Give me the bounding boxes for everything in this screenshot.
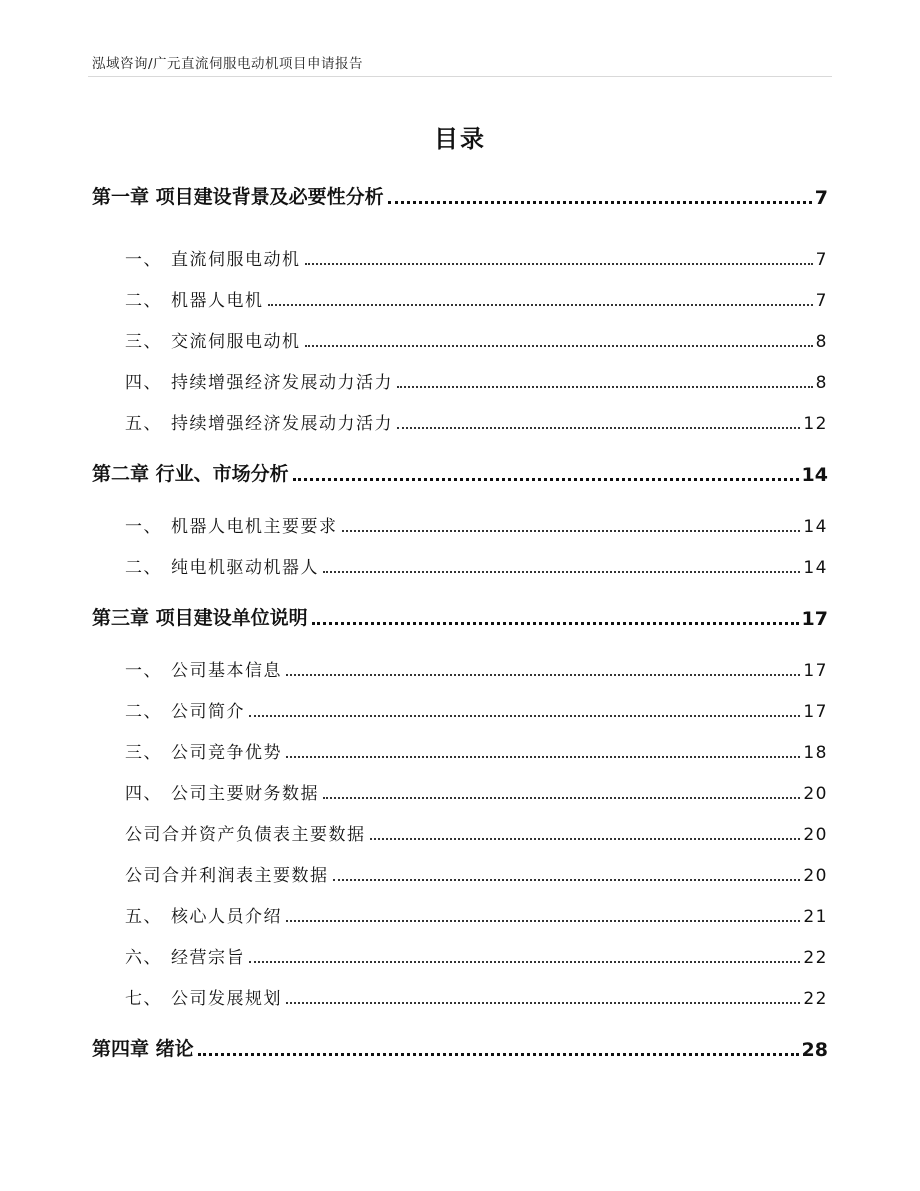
toc-entry-label: 第四章 绪论 [92, 1038, 194, 1060]
toc-entry-number: 五、 [125, 414, 162, 434]
toc-entry-label: 交流伺服电动机 [171, 332, 301, 352]
toc-entry-page: 18 [803, 743, 828, 763]
toc-entry-label: 持续增强经济发展动力活力 [171, 373, 393, 393]
toc-entry-section[interactable] [125, 409, 828, 434]
dot-leader [286, 920, 800, 922]
toc-entry-label: 公司简介 [171, 702, 245, 722]
toc-entry-section[interactable] [125, 512, 828, 537]
toc-entry-page: 7 [814, 187, 828, 209]
toc-entry-label: 直流伺服电动机 [171, 250, 301, 270]
toc-entry-page: 21 [803, 907, 828, 927]
toc-entry-number: 六、 [125, 948, 162, 968]
dot-leader [342, 530, 801, 532]
toc-entry-label: 机器人电机 [171, 291, 264, 311]
toc-entry-label: 机器人电机主要要求 [171, 517, 338, 537]
toc-entry-page: 8 [815, 332, 828, 352]
toc-entry-page: 17 [801, 608, 828, 630]
dot-leader [305, 345, 813, 347]
toc-entry-chapter-3[interactable] [92, 603, 828, 630]
toc-entry-number: 二、 [125, 558, 162, 578]
toc-entry-section[interactable] [125, 368, 828, 393]
toc-entry-number: 二、 [125, 702, 162, 722]
toc-entry-page: 28 [801, 1039, 828, 1061]
toc-entry-number: 一、 [125, 250, 162, 270]
toc-entry-number: 四、 [125, 373, 162, 393]
dot-leader [397, 386, 813, 388]
toc-entry-label: 公司主要财务数据 [171, 784, 319, 804]
toc-entry-page: 14 [803, 517, 828, 537]
toc-entry-label: 第二章 行业、市场分析 [92, 463, 289, 485]
toc-entry-subsection[interactable] [125, 820, 828, 845]
toc-entry-number: 三、 [125, 743, 162, 763]
toc-entry-chapter-1[interactable] [92, 182, 828, 209]
dot-leader [198, 1053, 799, 1056]
toc-entry-page: 7 [815, 250, 828, 270]
toc-entry-page: 17 [803, 661, 828, 681]
toc-entry-page: 7 [815, 291, 828, 311]
dot-leader [323, 571, 800, 573]
toc-entry-section[interactable] [125, 943, 828, 968]
dot-leader [268, 304, 813, 306]
toc-entry-page: 14 [801, 464, 828, 486]
toc-entry-number: 一、 [125, 517, 162, 537]
dot-leader [286, 1002, 800, 1004]
dot-leader [286, 674, 800, 676]
toc-entry-label: 公司合并资产负债表主要数据 [125, 825, 366, 845]
dot-leader [333, 879, 801, 881]
dot-leader [312, 622, 799, 625]
toc-entry-section[interactable] [125, 738, 828, 763]
toc-entry-page: 20 [803, 825, 828, 845]
running-header: 泓域咨询/广元直流伺服电动机项目申请报告 [92, 56, 364, 72]
toc-entry-label: 公司发展规划 [171, 989, 282, 1009]
toc-title: 目录 [434, 125, 486, 153]
dot-leader [305, 263, 813, 265]
toc-entry-page: 12 [803, 414, 828, 434]
toc-entry-page: 17 [803, 702, 828, 722]
toc-entry-label: 第一章 项目建设背景及必要性分析 [92, 186, 384, 208]
toc-entry-section[interactable] [125, 902, 828, 927]
toc-entry-page: 20 [803, 784, 828, 804]
dot-leader [397, 427, 800, 429]
dot-leader [286, 756, 800, 758]
toc-entry-section[interactable] [125, 779, 828, 804]
dot-leader [388, 201, 812, 204]
toc-entry-section[interactable] [125, 286, 828, 311]
toc-entry-subsection[interactable] [125, 861, 828, 886]
toc-entry-number: 二、 [125, 291, 162, 311]
toc-entry-page: 8 [815, 373, 828, 393]
toc-entry-page: 22 [803, 989, 828, 1009]
dot-leader [249, 715, 800, 717]
toc-entry-number: 七、 [125, 989, 162, 1009]
toc-entry-label: 核心人员介绍 [171, 907, 282, 927]
toc-entry-label: 纯电机驱动机器人 [171, 558, 319, 578]
toc-entry-label: 持续增强经济发展动力活力 [171, 414, 393, 434]
toc-entry-chapter-4[interactable] [92, 1034, 828, 1061]
toc-entry-section[interactable] [125, 245, 828, 270]
toc-entry-page: 22 [803, 948, 828, 968]
dot-leader [370, 838, 801, 840]
dot-leader [293, 478, 799, 481]
toc-entry-number: 一、 [125, 661, 162, 681]
toc-entry-number: 三、 [125, 332, 162, 352]
toc-entry-chapter-2[interactable] [92, 459, 828, 486]
toc-entry-label: 公司基本信息 [171, 661, 282, 681]
toc-entry-section[interactable] [125, 553, 828, 578]
toc-entry-section[interactable] [125, 984, 828, 1009]
toc-entry-label: 公司竞争优势 [171, 743, 282, 763]
toc-entry-number: 五、 [125, 907, 162, 927]
toc-entry-label: 公司合并利润表主要数据 [125, 866, 329, 886]
toc-entry-label: 第三章 项目建设单位说明 [92, 607, 308, 629]
toc-entry-section[interactable] [125, 656, 828, 681]
toc-entry-section[interactable] [125, 327, 828, 352]
toc-entry-label: 经营宗旨 [171, 948, 245, 968]
toc-entry-number: 四、 [125, 784, 162, 804]
toc-entry-page: 14 [803, 558, 828, 578]
dot-leader [323, 797, 800, 799]
dot-leader [249, 961, 800, 963]
toc-entry-page: 20 [803, 866, 828, 886]
toc-entry-section[interactable] [125, 697, 828, 722]
